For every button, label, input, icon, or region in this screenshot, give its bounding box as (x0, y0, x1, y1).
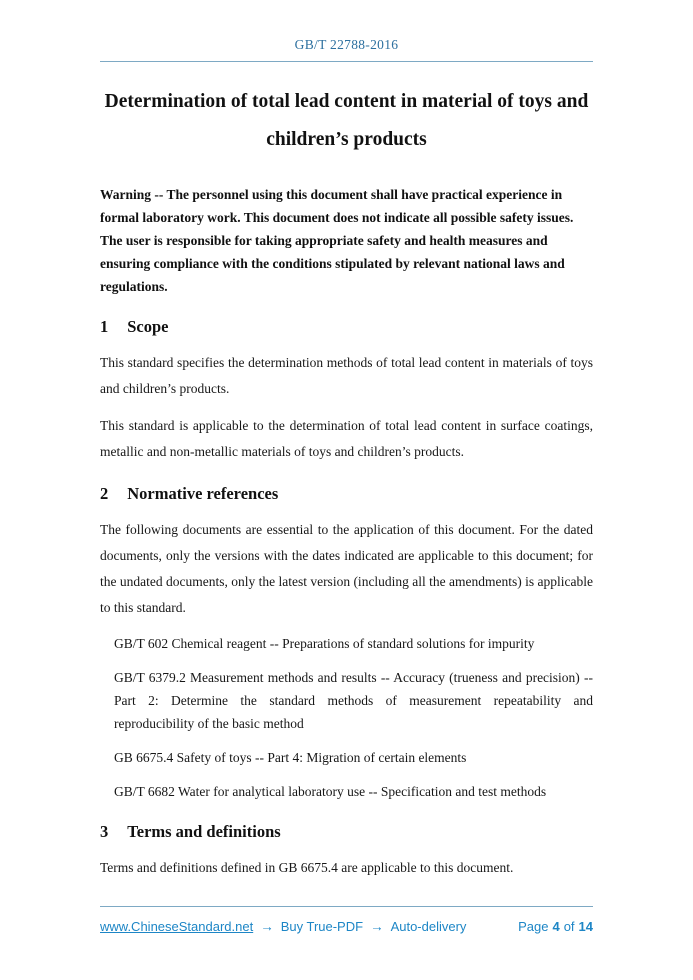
document-title-line1: Determination of total lead content in material of toys and (104, 91, 589, 112)
section-title: Scope (127, 317, 169, 336)
header-divider (100, 61, 593, 62)
section-normative-references (100, 482, 593, 803)
reference-item: GB 6675.4 Safety of toys -- Part 4: Migration of certain elements (114, 750, 467, 765)
page-current: 4 (552, 919, 560, 934)
paragraph: This standard specifies the determination methods of total lead content in materials of toys and children’s products. (100, 355, 593, 396)
footer-buy-text: Buy True-PDF (280, 919, 364, 934)
arrow-icon: → (370, 919, 384, 934)
footer-delivery-text: Auto-delivery (390, 919, 467, 934)
section-scope-heading (100, 315, 593, 339)
doc-number: GB/T 22788-2016 (294, 37, 399, 52)
page-header (0, 0, 693, 62)
of-label: of (563, 919, 575, 934)
page-total: 14 (578, 919, 593, 934)
document-title-line2: children’s products (266, 129, 427, 150)
document-title (100, 83, 593, 159)
section-scope (100, 315, 593, 465)
reference-item: GB/T 602 Chemical reagent -- Preparations of standard solutions for impurity (114, 636, 535, 651)
section-number: 1 (100, 317, 109, 336)
paragraph: Terms and definitions defined in GB 6675.4 are applicable to this document. (100, 860, 514, 875)
footer-link[interactable]: www.ChineseStandard.net (100, 919, 254, 934)
paragraph: This standard is applicable to the determination of total lead content in surface coatings, metallic and non-metallic materials of toys and children’s products. (100, 418, 593, 459)
page-content (100, 83, 593, 881)
section-title: Normative references (127, 484, 279, 503)
page-label: Page (518, 919, 549, 934)
reference-item: GB/T 6682 Water for analytical laboratory use -- Specification and test methods (114, 784, 547, 799)
reference-item: GB/T 6379.2 Measurement methods and results -- Accuracy (trueness and precision) -- Part 2: Determine the standard methods of measurement repeatability and reproducibility of the basic method (114, 670, 593, 731)
section-terms-heading (100, 820, 593, 844)
paragraph: The following documents are essential to the application of this document. For the dated documents, only the versions with the dates indicated are applicable to this document; for the undated documents, only the latest version (including all the amendments) is applicable to this standard. (100, 522, 593, 615)
section-number: 2 (100, 484, 109, 503)
section-title: Terms and definitions (127, 822, 281, 841)
section-normative-references-heading (100, 482, 593, 506)
page-footer (100, 906, 593, 934)
page-indicator (514, 919, 593, 934)
section-number: 3 (100, 822, 109, 841)
warning-paragraph: Warning -- The personnel using this document shall have practical experience in formal laboratory work. This document does not indicate all possible safety issues. The user is responsible for taking appropriate safety and health measures and ensuring compliance with the conditions stipulated by relevant national laws and regulations. (100, 187, 574, 294)
arrow-icon: → (260, 919, 274, 934)
footer-left (100, 919, 466, 934)
section-terms-and-definitions (100, 820, 593, 881)
